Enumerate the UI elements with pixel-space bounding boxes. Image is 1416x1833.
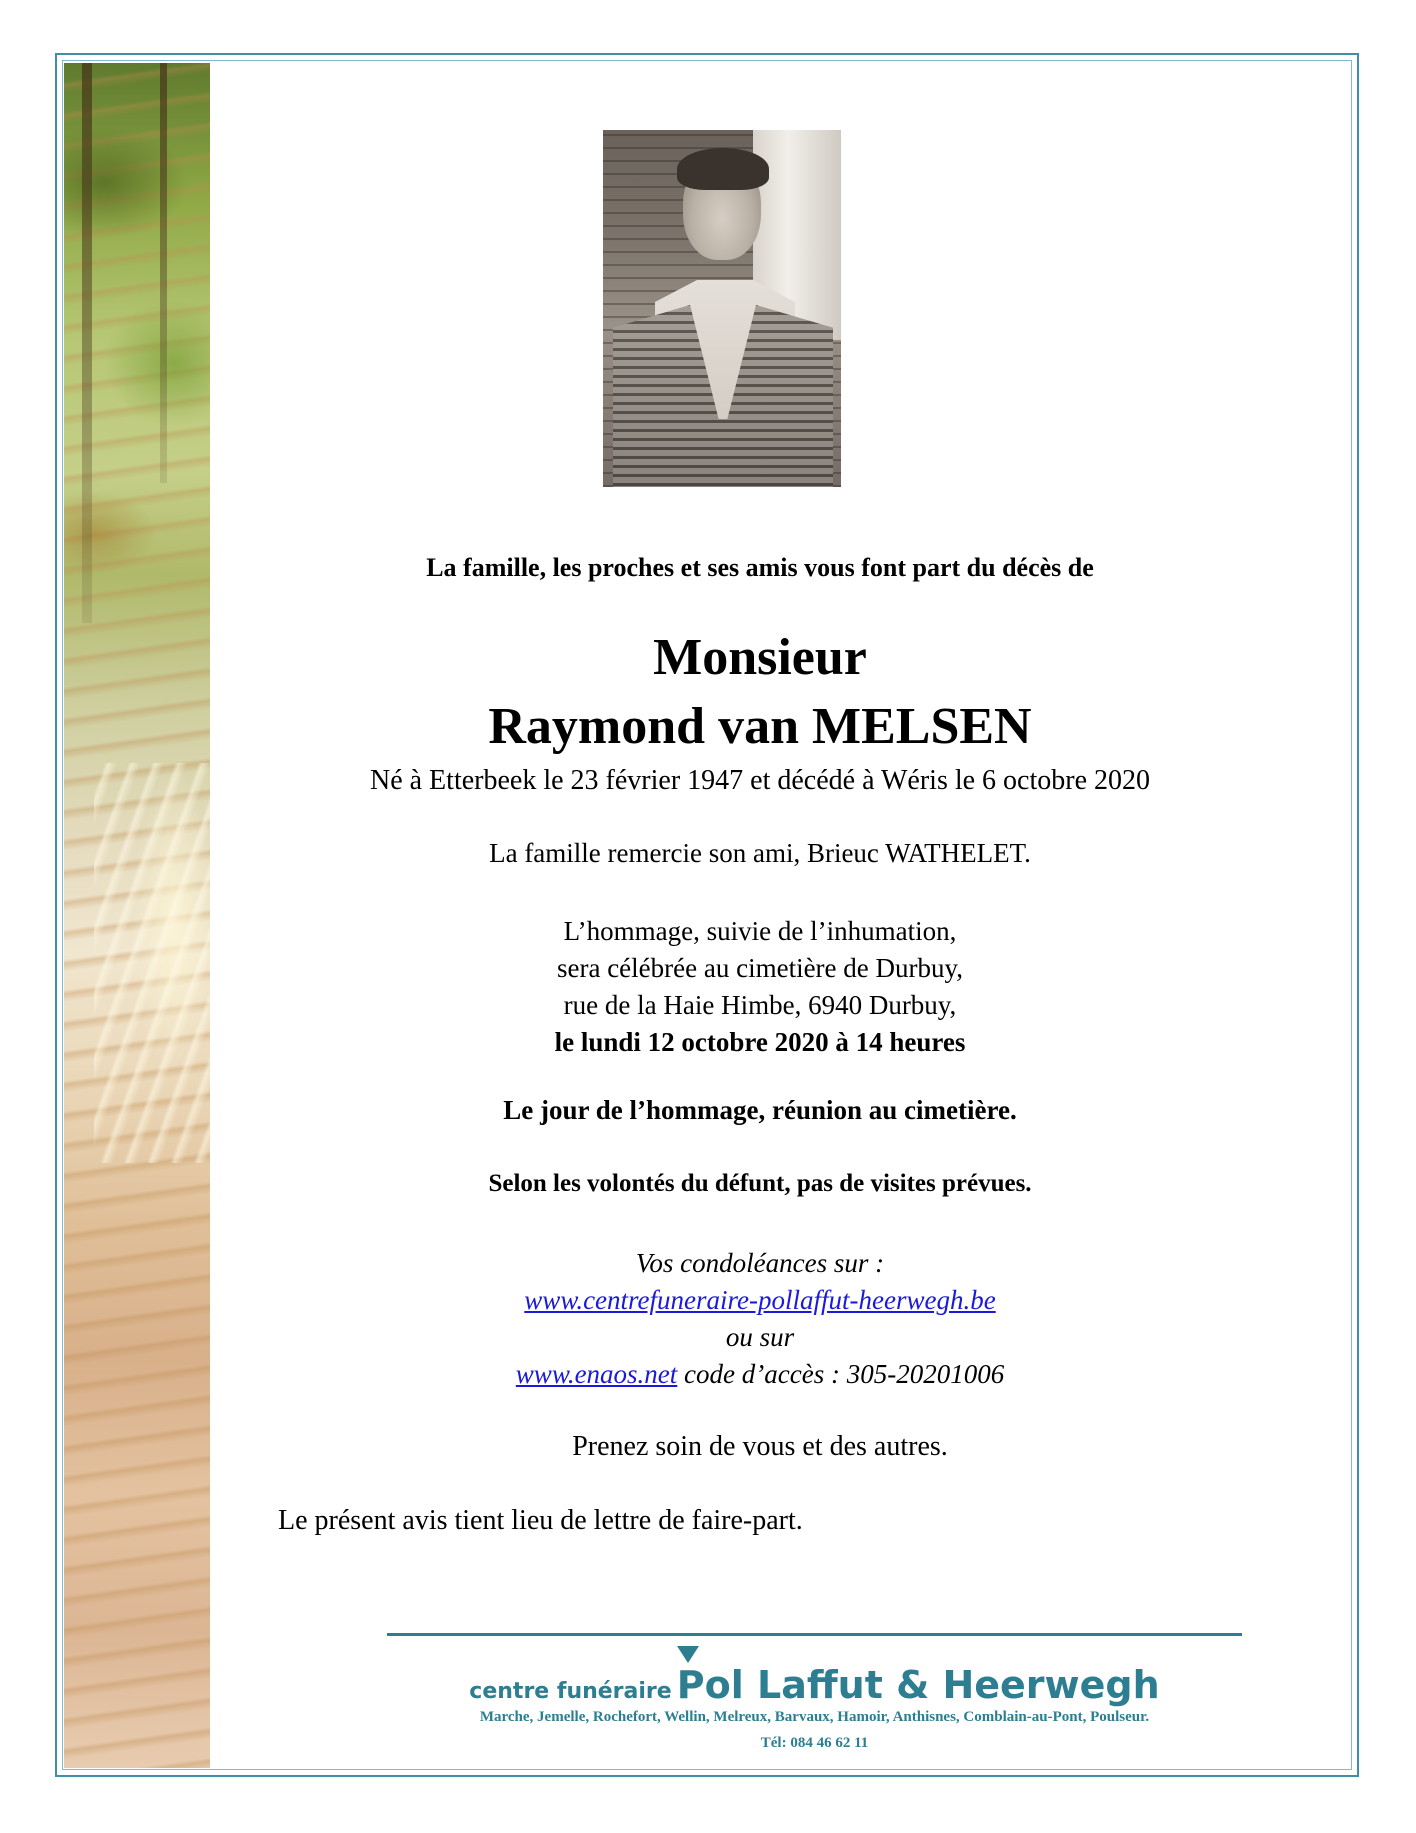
footer-divider <box>387 1633 1242 1636</box>
visits-note: Selon les volontés du défunt, pas de visites prévues. <box>488 1170 1032 1197</box>
care-message: Prenez soin de vous et des autres. <box>572 1431 948 1462</box>
deceased-name: Raymond van MELSEN <box>488 698 1032 755</box>
tree-trunk-decoration <box>160 63 167 483</box>
footer-locations: Marche, Jemelle, Rochefort, Wellin, Melreux, Barvaux, Hamoir, Anthisnes, Comblain-au-Pont, Poulseur. <box>479 1709 1150 1725</box>
notice-statement: Le présent avis tient lieu de lettre de faire-part. <box>278 1505 803 1536</box>
sun-rays-decoration <box>94 763 210 1163</box>
deceased-portrait-photo <box>603 130 841 487</box>
enaos-website-link[interactable]: www.enaos.net <box>515 1359 678 1389</box>
meeting-note: Le jour de l’hommage, réunion au cimetière. <box>503 1095 1017 1125</box>
ceremony-line: sera célébrée au cimetière de Durbuy, <box>556 953 963 983</box>
access-code: code d’accès : 305-20201006 <box>677 1359 1005 1389</box>
funeral-home-logo <box>387 1663 1242 1707</box>
honorific-title: Monsieur <box>653 629 867 686</box>
condolences-or: ou sur <box>725 1322 795 1352</box>
ceremony-datetime: le lundi 12 octobre 2020 à 14 heures <box>554 1027 966 1057</box>
family-thanks: La famille remercie son ami, Brieuc WATHELET. <box>489 838 1031 868</box>
ceremony-details <box>230 913 1290 1061</box>
condolences-label: Vos condoléances sur : <box>635 1248 885 1278</box>
logo-brand: Pol Laffut & Heerwegh <box>676 1663 1160 1707</box>
logo-prefix: centre funéraire <box>469 1679 672 1704</box>
tree-trunk-decoration <box>82 63 92 623</box>
condolences-block <box>230 1245 1290 1393</box>
logo-triangle-icon <box>677 1646 699 1663</box>
ceremony-address: rue de la Haie Himbe, 6940 Durbuy, <box>563 990 957 1020</box>
forest-path-image-strip <box>64 63 210 1768</box>
announcement-intro: La famille, les proches et ses amis vous font part du décès de <box>426 553 1094 582</box>
ceremony-line: L’hommage, suivie de l’inhumation, <box>563 916 957 946</box>
birth-death-dates: Né à Etterbeek le 23 février 1947 et décédé à Wéris le 6 octobre 2020 <box>369 765 1151 796</box>
footer-phone: Tél: 084 46 62 11 <box>760 1735 869 1751</box>
funeral-home-website-link[interactable]: www.centrefuneraire-pollaffut-heerwegh.be <box>524 1285 996 1315</box>
